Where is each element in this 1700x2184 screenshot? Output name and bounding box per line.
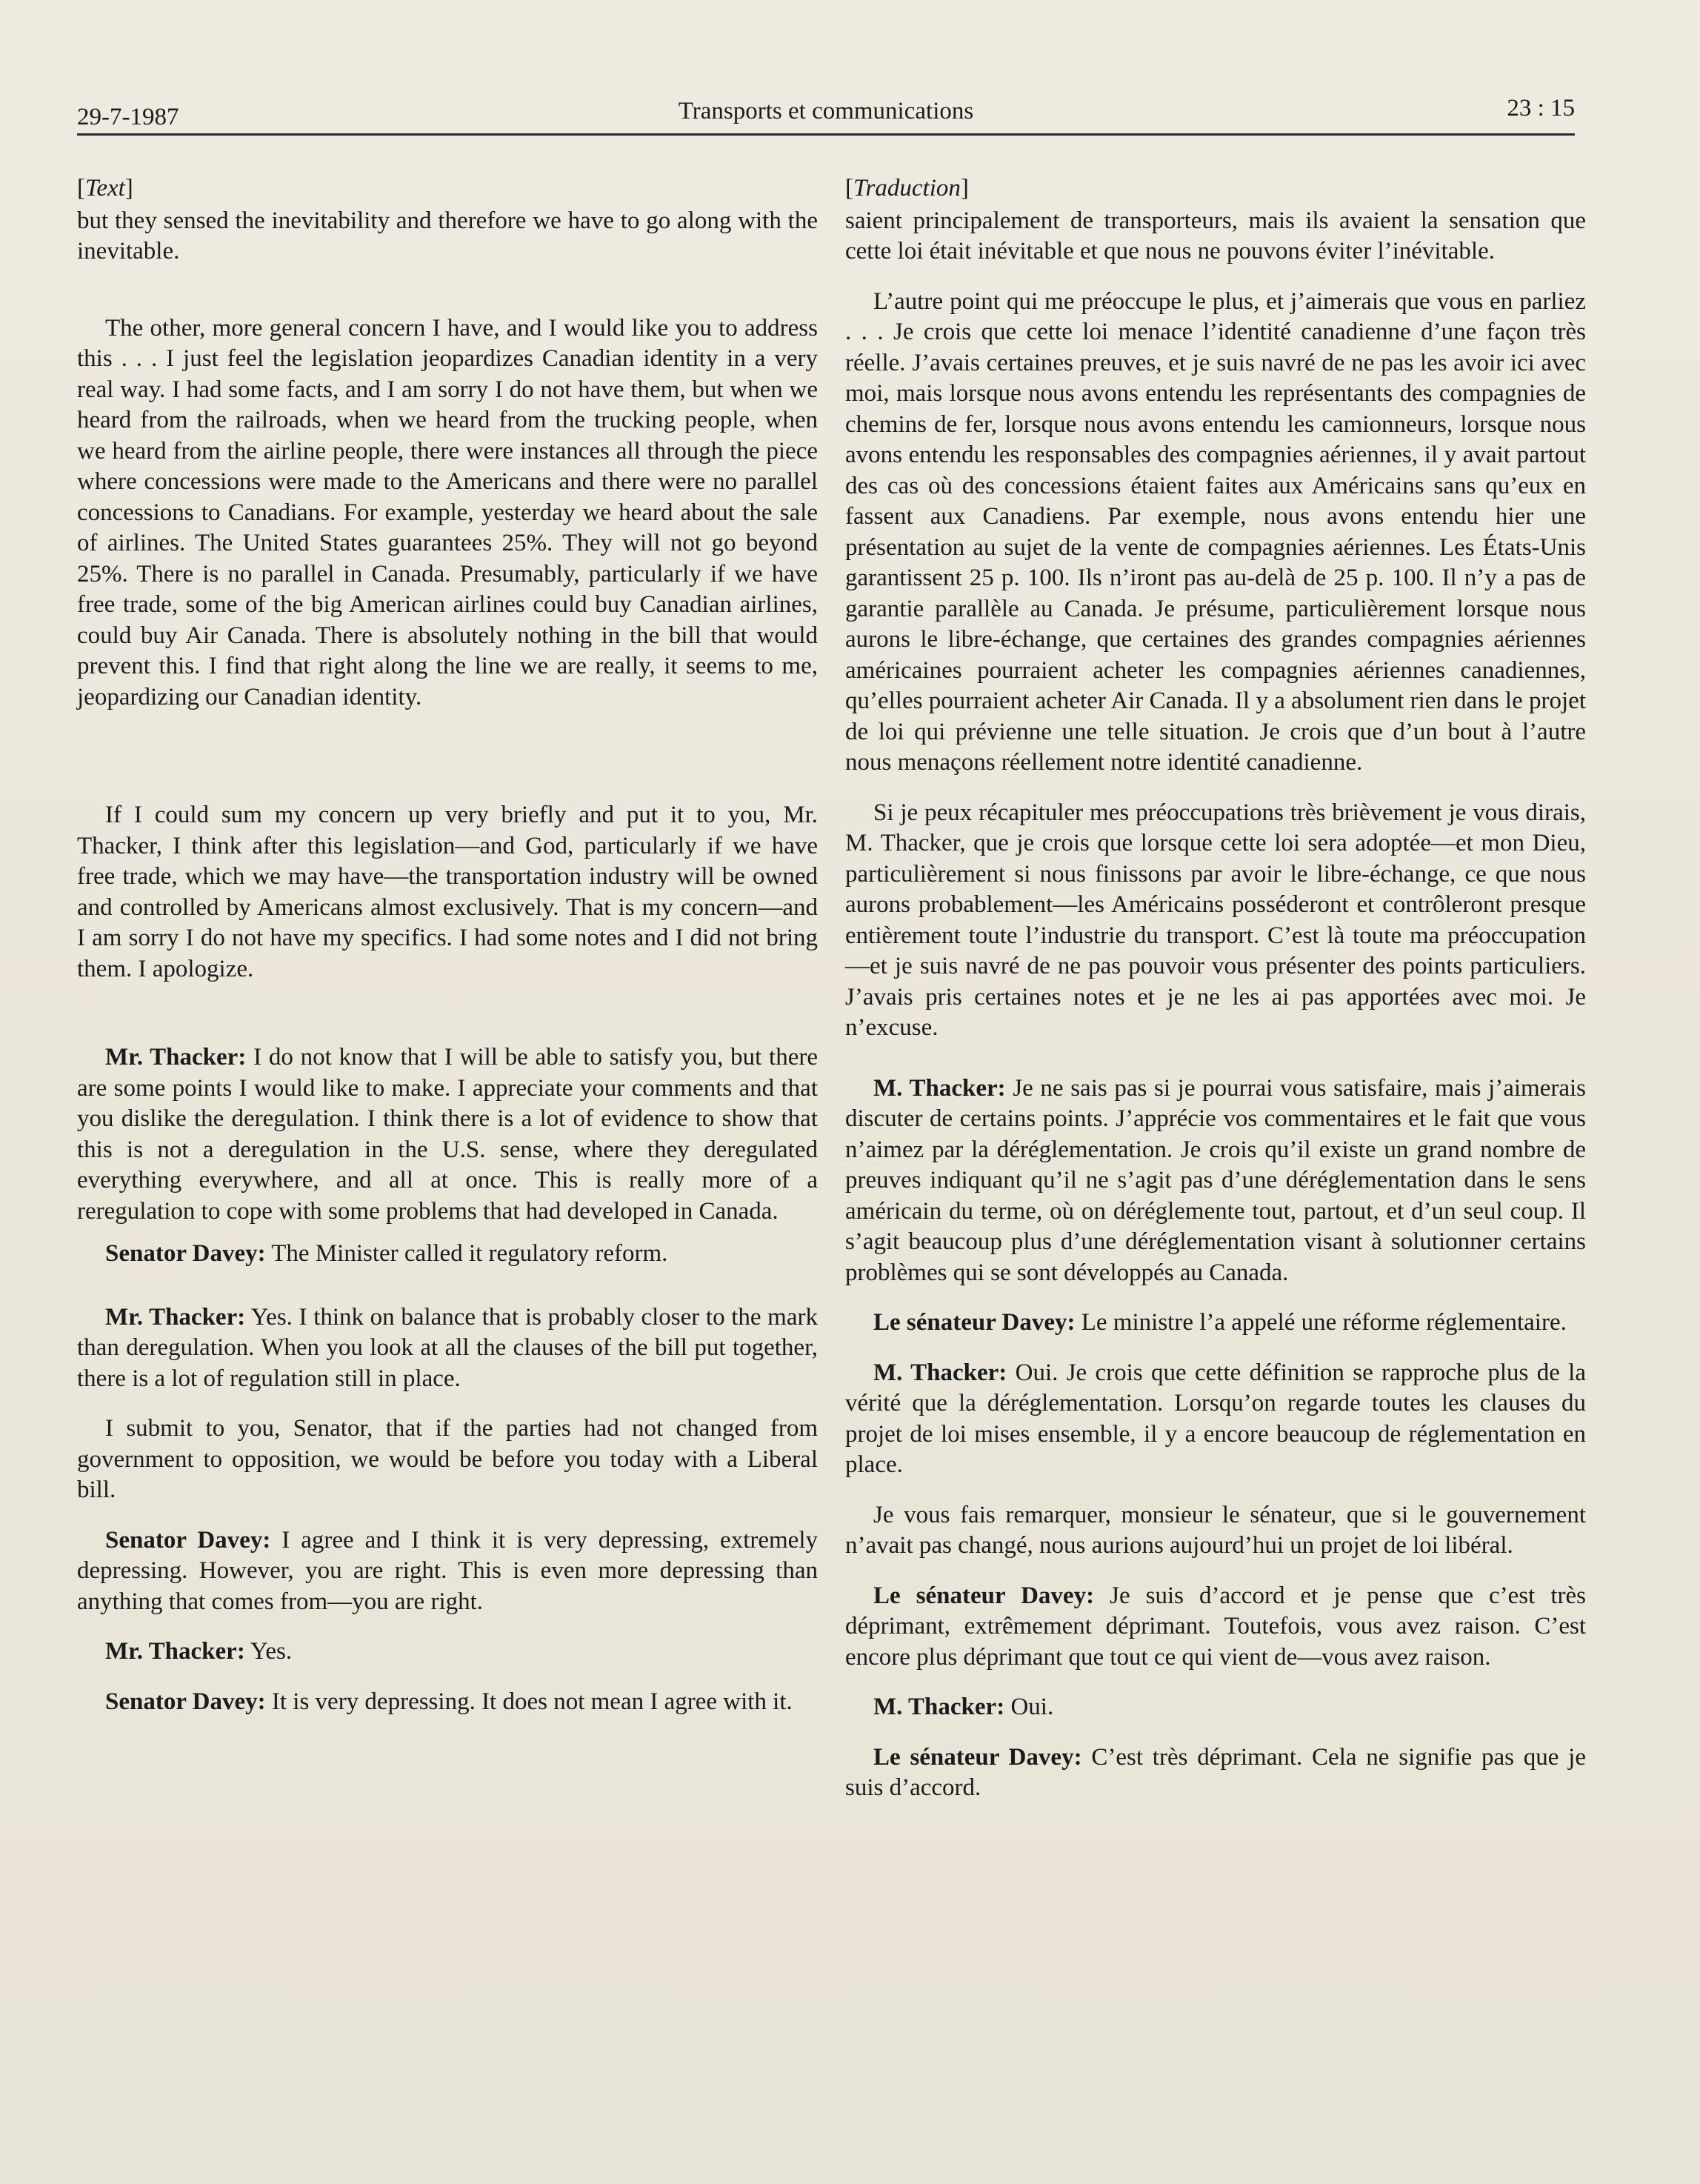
speech-text: Yes. <box>244 1638 293 1665</box>
speech-paragraph <box>845 1358 1586 1481</box>
speech-text: C’est très déprimant. Cela ne signifie pas que je suis d’accord. <box>845 1743 1586 1801</box>
speech-text: Je ne sais pas si je pourrai vous satisfaire, mais j’aimerais discuter de certains points. J’apprécie vos commentaires et le fait que vous n’aimez par la déréglementation. Je crois qu’il existe un grand nombre de preuves indiquant qu’il ne s’agit pas d’une déréglementation dans le sens américain du terme, où on déréglemente tout, partout, et d’un seul coup. Il s’agit beaucoup plus d’une déréglementation visant à solutionner certains problèmes qui se sont développés au Canada. <box>845 1074 1586 1286</box>
speech-paragraph <box>845 1308 1586 1339</box>
speaker-name: Le sénateur Davey: <box>873 1309 1076 1336</box>
speaker-name: Le sénateur Davey: <box>873 1582 1095 1609</box>
speech-paragraph <box>77 1042 818 1227</box>
speech-paragraph <box>845 1692 1586 1723</box>
speech-text: It is very depressing. It does not mean I agree with it. <box>265 1688 793 1715</box>
paragraph: but they sensed the inevitability and therefore we have to go along with the inevitable. <box>77 207 818 264</box>
speech-paragraph <box>77 1302 818 1395</box>
header-page-number: 23 : 15 <box>1507 95 1575 121</box>
paragraph: If I could sum my concern up very briefly and put it to you, Mr. Thacker, I think after this legislation—and God, particularly if we have free trade, which we may have—the transportation industry will be owned and controlled by Americans almost exclusively. That is my concern—and I am sorry I do not have my specifics. I had some notes and I did not bring them. I apologize. <box>77 802 818 982</box>
speaker-name: Senator Davey: <box>105 1240 266 1267</box>
speech-paragraph <box>845 1073 1586 1289</box>
english-column <box>77 173 818 1717</box>
speech-text: Le ministre l’a appelé une réforme réglementaire. <box>1075 1309 1567 1336</box>
language-label-traduction-value: Traduction <box>853 175 961 202</box>
speech-paragraph <box>845 1742 1586 1804</box>
speech-text: I agree and I think it is very depressing, extremely depressing. However, you are right. This is even more depressing than anything that comes from—you are right. <box>77 1526 818 1615</box>
paragraph: saient principalement de transporteurs, mais ils avaient la sensation que cette loi était inévitable et que nous ne pouvons éviter l’inévitable. <box>845 207 1586 264</box>
speech-paragraph <box>77 1239 818 1270</box>
speech-text: I do not know that I will be able to satisfy you, but there are some points I would like to make. I appreciate your comments and that you dislike the deregulation. I think there is a lot of evidence to show that this is not a deregulation in the U.S. sense, where they deregulated everything everywhere, and all at once. This is really more of a reregulation to cope with some problems that had developed in Canada. <box>77 1044 818 1225</box>
speech-text: Je suis d’accord et je pense que c’est très déprimant, extrêmement déprimant. Toutefois, vous avez raison. C’est encore plus déprimant que tout ce qui vient de—vous avez raison. <box>845 1582 1586 1671</box>
paragraph: I submit to you, Senator, that if the parties had not changed from government to opposition, we would be before you today with a Liberal bill. <box>77 1415 818 1503</box>
speech-paragraph <box>77 1637 818 1668</box>
speaker-name: Senator Davey: <box>105 1526 271 1554</box>
header-date: 29-7-1987 <box>77 104 179 130</box>
speech-text: Oui. Je crois que cette définition se rapproche plus de la vérité que la déréglementation. Lorsqu’on regarde toutes les clauses du projet de loi mises ensemble, il y a encore beaucoup de réglementation en place. <box>845 1359 1586 1478</box>
speaker-name: Mr. Thacker: <box>105 1044 247 1071</box>
language-label-text: [Text] <box>77 175 133 202</box>
speaker-name: M. Thacker: <box>873 1359 1007 1386</box>
header-title: Transports et communications <box>678 98 974 124</box>
paragraph: L’autre point qui me préoccupe le plus, et j’aimerais que vous en parliez . . . Je crois que cette loi menace l’identité canadienne d’une façon très réelle. J’avais certaines preuves, et je suis navré de ne pas les avoir ici avec moi, mais lorsque nous avons entendu les représentants des compagnies de chemins de fer, lorsque nous avons entendu les camionneurs, lorsque nous avons entendu les responsables des compagnies aériennes, il y avait partout des cas où des concessions étaient faites aux Américains sans qu’eux en fassent aux Canadiens. Par exemple, nous avons entendu hier une présentation au sujet de la vente de compagnies aériennes. Les États-Unis garantissent 25 p. 100. Ils n’iront pas au-delà de 25 p. 100. Il n’y a pas de garantie parallèle au Canada. Je présume, particulièrement lorsque nous aurons le libre-échange, que certaines des grandes compagnies aériennes américaines pourraient acheter les compagnies aériennes canadiennes, qu’elles pourraient acheter Air Canada. Il y a absolument rien dans le projet de loi qui prévienne une telle situation. Je crois que d’un bout à l’autre nous menaçons réellement notre identité canadienne. <box>845 287 1586 776</box>
speaker-name: Mr. Thacker: <box>105 1638 245 1665</box>
speech-text: Yes. I think on balance that is probably closer to the mark than deregulation. When you look at all the clauses of the bill put together, there is a lot of regulation still in place. <box>77 1303 818 1392</box>
paragraph: Je vous fais remarquer, monsieur le sénateur, que si le gouvernement n’avait pas changé, nous aurions aujourd’hui un projet de loi libéral. <box>845 1501 1586 1559</box>
paragraph: Si je peux récapituler mes préoccupations très brièvement je vous dirais, M. Thacker, que je crois que lorsque cette loi sera adoptée—et mon Dieu, particulièrement si nous finissons par avoir le libre-échange, ce que nous aurons probablement—les Américains posséderont et contrôleront presque entièrement toute l’industrie du transport. C’est là toute ma préoccupation—et je suis navré de ne pas pouvoir vous présenter des points particuliers. J’avais pris certaines notes et je ne les ai pas apportées avec moi. Je n’excuse. <box>845 799 1586 1041</box>
speech-text: Oui. <box>1004 1694 1054 1720</box>
speaker-name: M. Thacker: <box>873 1694 1005 1720</box>
paragraph: The other, more general concern I have, and I would like you to address this . . . I just feel the legislation jeopardizes Canadian identity in a very real way. I had some facts, and I am sorry I do not have them, but when we heard from the railroads, when we heard from the trucking people, when we heard from the airline people, there were instances all through the piece where concessions were made to the Americans and there were no parallel concessions to Canadians. For example, yesterday we heard about the sale of airlines. The United States guarantees 25%. They will not go beyond 25%. There is no parallel in Canada. Presumably, particularly if we have free trade, some of the big American airlines could buy Canadian airlines, could buy Air Canada. There is absolutely nothing in the bill that would prevent this. I find that right along the line we are really, it seems to me, jeopardizing our Canadian identity. <box>77 314 818 710</box>
speaker-name: M. Thacker: <box>873 1074 1006 1102</box>
speech-text: The Minister called it regulatory reform. <box>265 1240 668 1267</box>
speaker-name: Le sénateur Davey: <box>873 1743 1082 1771</box>
language-label-text-value: Text <box>85 175 125 202</box>
speech-paragraph <box>77 1525 818 1618</box>
speech-paragraph <box>77 1687 818 1718</box>
speaker-name: Mr. Thacker: <box>105 1303 246 1331</box>
speech-paragraph <box>845 1581 1586 1674</box>
french-column <box>845 173 1586 1804</box>
language-label-traduction: [Traduction] <box>845 175 969 202</box>
page-header <box>77 92 1575 136</box>
speaker-name: Senator Davey: <box>105 1688 266 1715</box>
